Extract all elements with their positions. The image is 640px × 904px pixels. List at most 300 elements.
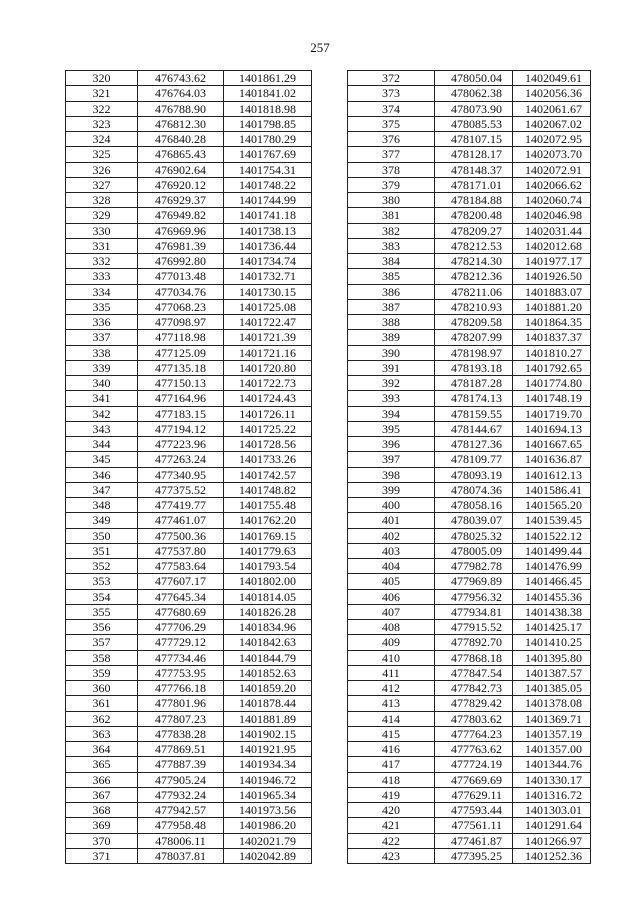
easting-cell: 477561.11 [435, 818, 513, 833]
point-number-cell: 423 [348, 848, 435, 863]
northing-cell: 1401826.28 [224, 604, 312, 619]
table-row [348, 254, 591, 269]
point-number-cell: 332 [66, 254, 138, 269]
table-row [348, 330, 591, 345]
table-row [348, 147, 591, 162]
easting-cell: 478109.77 [435, 452, 513, 467]
point-number-cell: 416 [348, 742, 435, 757]
table-row [66, 71, 312, 86]
table-row [66, 711, 312, 726]
table-row [348, 650, 591, 665]
easting-cell: 477013.48 [138, 269, 224, 284]
point-number-cell: 367 [66, 787, 138, 802]
point-number-cell: 351 [66, 543, 138, 558]
easting-cell: 477118.98 [138, 330, 224, 345]
northing-cell: 1401539.45 [513, 513, 591, 528]
easting-cell: 476865.43 [138, 147, 224, 162]
point-number-cell: 420 [348, 803, 435, 818]
table-row [66, 193, 312, 208]
easting-cell: 477842.73 [435, 681, 513, 696]
table-row [348, 726, 591, 741]
point-number-cell: 349 [66, 513, 138, 528]
table-row [66, 116, 312, 131]
table-row [66, 574, 312, 589]
northing-cell: 1401357.19 [513, 726, 591, 741]
table-row [66, 757, 312, 772]
northing-cell: 1401755.48 [224, 498, 312, 513]
point-number-cell: 347 [66, 482, 138, 497]
table-row [66, 467, 312, 482]
table-row [66, 208, 312, 223]
table-row [66, 406, 312, 421]
point-number-cell: 330 [66, 223, 138, 238]
easting-cell: 477801.96 [138, 696, 224, 711]
northing-cell: 1401722.47 [224, 315, 312, 330]
point-number-cell: 346 [66, 467, 138, 482]
easting-cell: 477934.81 [435, 604, 513, 619]
point-number-cell: 328 [66, 193, 138, 208]
northing-cell: 1401612.13 [513, 467, 591, 482]
point-number-cell: 355 [66, 604, 138, 619]
easting-cell: 477183.15 [138, 406, 224, 421]
point-number-cell: 340 [66, 376, 138, 391]
point-number-cell: 361 [66, 696, 138, 711]
easting-cell: 477807.23 [138, 711, 224, 726]
point-number-cell: 327 [66, 177, 138, 192]
easting-cell: 477375.52 [138, 482, 224, 497]
easting-cell: 477068.23 [138, 299, 224, 314]
northing-cell: 1401878.44 [224, 696, 312, 711]
easting-cell: 477905.24 [138, 772, 224, 787]
table-row [66, 681, 312, 696]
northing-cell: 1401722.73 [224, 376, 312, 391]
point-number-cell: 326 [66, 162, 138, 177]
easting-cell: 477829.42 [435, 696, 513, 711]
point-number-cell: 320 [66, 71, 138, 86]
easting-cell: 477500.36 [138, 528, 224, 543]
point-number-cell: 379 [348, 177, 435, 192]
easting-cell: 477868.18 [435, 650, 513, 665]
table-row [348, 406, 591, 421]
point-number-cell: 343 [66, 421, 138, 436]
page-number: 257 [310, 40, 330, 55]
easting-cell: 477223.96 [138, 437, 224, 452]
point-number-cell: 335 [66, 299, 138, 314]
point-number-cell: 390 [348, 345, 435, 360]
point-number-cell: 398 [348, 467, 435, 482]
easting-cell: 476840.28 [138, 132, 224, 147]
northing-cell: 1402012.68 [513, 238, 591, 253]
easting-cell: 478200.48 [435, 208, 513, 223]
point-number-cell: 393 [348, 391, 435, 406]
northing-cell: 1401425.17 [513, 620, 591, 635]
point-number-cell: 364 [66, 742, 138, 757]
point-number-cell: 407 [348, 604, 435, 619]
northing-cell: 1401725.22 [224, 421, 312, 436]
easting-cell: 478171.01 [435, 177, 513, 192]
easting-cell: 477164.96 [138, 391, 224, 406]
easting-cell: 478159.55 [435, 406, 513, 421]
easting-cell: 477869.51 [138, 742, 224, 757]
table-row [66, 147, 312, 162]
easting-cell: 478209.27 [435, 223, 513, 238]
table-row [348, 208, 591, 223]
table-row [348, 482, 591, 497]
northing-cell: 1401852.63 [224, 665, 312, 680]
northing-cell: 1401330.17 [513, 772, 591, 787]
easting-cell: 477766.18 [138, 681, 224, 696]
point-number-cell: 357 [66, 635, 138, 650]
table-row [348, 772, 591, 787]
easting-cell: 477194.12 [138, 421, 224, 436]
table-row [66, 376, 312, 391]
table-row [66, 299, 312, 314]
easting-cell: 477969.89 [435, 574, 513, 589]
point-number-cell: 341 [66, 391, 138, 406]
point-number-cell: 388 [348, 315, 435, 330]
northing-cell: 1401410.25 [513, 635, 591, 650]
point-number-cell: 377 [348, 147, 435, 162]
easting-cell: 478207.99 [435, 330, 513, 345]
easting-cell: 478209.58 [435, 315, 513, 330]
northing-cell: 1402067.02 [513, 116, 591, 131]
table-row [348, 604, 591, 619]
easting-cell: 477838.28 [138, 726, 224, 741]
easting-cell: 478193.18 [435, 360, 513, 375]
point-number-cell: 369 [66, 818, 138, 833]
point-number-cell: 338 [66, 345, 138, 360]
easting-cell: 478093.19 [435, 467, 513, 482]
point-number-cell: 375 [348, 116, 435, 131]
point-number-cell: 386 [348, 284, 435, 299]
point-number-cell: 383 [348, 238, 435, 253]
northing-cell: 1401881.20 [513, 299, 591, 314]
table-row [348, 132, 591, 147]
easting-cell: 477150.13 [138, 376, 224, 391]
northing-cell: 1401344.76 [513, 757, 591, 772]
northing-cell: 1401725.08 [224, 299, 312, 314]
easting-cell: 477753.95 [138, 665, 224, 680]
northing-cell: 1401586.41 [513, 482, 591, 497]
table-row [66, 345, 312, 360]
point-number-cell: 323 [66, 116, 138, 131]
easting-cell: 478058.16 [435, 498, 513, 513]
point-number-cell: 336 [66, 315, 138, 330]
table-row [66, 528, 312, 543]
table-row [348, 391, 591, 406]
easting-cell: 476812.30 [138, 116, 224, 131]
northing-cell: 1401921.95 [224, 742, 312, 757]
table-row [66, 482, 312, 497]
table-row [66, 284, 312, 299]
point-number-cell: 356 [66, 620, 138, 635]
table-row [348, 620, 591, 635]
easting-cell: 478187.28 [435, 376, 513, 391]
easting-cell: 477958.48 [138, 818, 224, 833]
easting-cell: 477593.44 [435, 803, 513, 818]
northing-cell: 1401721.16 [224, 345, 312, 360]
table-row [66, 86, 312, 101]
table-row [66, 803, 312, 818]
table-row [66, 635, 312, 650]
easting-cell: 478062.38 [435, 86, 513, 101]
point-number-cell: 399 [348, 482, 435, 497]
table-row [66, 254, 312, 269]
table-row [348, 437, 591, 452]
point-number-cell: 419 [348, 787, 435, 802]
easting-cell: 477847.54 [435, 665, 513, 680]
table-row [348, 101, 591, 116]
point-number-cell: 333 [66, 269, 138, 284]
northing-cell: 1401726.11 [224, 406, 312, 421]
northing-cell: 1401986.20 [224, 818, 312, 833]
northing-cell: 1401844.79 [224, 650, 312, 665]
easting-cell: 477645.34 [138, 589, 224, 604]
point-number-cell: 380 [348, 193, 435, 208]
easting-cell: 477098.97 [138, 315, 224, 330]
northing-cell: 1401732.71 [224, 269, 312, 284]
table-row [348, 574, 591, 589]
northing-cell: 1401798.85 [224, 116, 312, 131]
northing-cell: 1401636.87 [513, 452, 591, 467]
northing-cell: 1401466.45 [513, 574, 591, 589]
table-row [66, 315, 312, 330]
point-number-cell: 395 [348, 421, 435, 436]
easting-cell: 478025.32 [435, 528, 513, 543]
northing-cell: 1401762.20 [224, 513, 312, 528]
easting-cell: 478212.53 [435, 238, 513, 253]
table-row [348, 299, 591, 314]
easting-cell: 477461.07 [138, 513, 224, 528]
point-number-cell: 325 [66, 147, 138, 162]
point-number-cell: 394 [348, 406, 435, 421]
table-row [348, 452, 591, 467]
easting-cell: 477892.70 [435, 635, 513, 650]
table-row [348, 86, 591, 101]
table-row [348, 193, 591, 208]
easting-cell: 478037.81 [138, 848, 224, 863]
northing-cell: 1401741.18 [224, 208, 312, 223]
table-row [348, 345, 591, 360]
point-number-cell: 348 [66, 498, 138, 513]
easting-cell: 477734.46 [138, 650, 224, 665]
easting-cell: 477729.12 [138, 635, 224, 650]
easting-cell: 477395.25 [435, 848, 513, 863]
easting-cell: 477706.29 [138, 620, 224, 635]
table-row [348, 116, 591, 131]
point-number-cell: 384 [348, 254, 435, 269]
northing-cell: 1402066.62 [513, 177, 591, 192]
point-number-cell: 400 [348, 498, 435, 513]
northing-cell: 1401864.35 [513, 315, 591, 330]
point-number-cell: 415 [348, 726, 435, 741]
northing-cell: 1401926.50 [513, 269, 591, 284]
table-row [348, 848, 591, 863]
table-row [348, 71, 591, 86]
northing-cell: 1401455.36 [513, 589, 591, 604]
northing-cell: 1401793.54 [224, 559, 312, 574]
northing-cell: 1401754.31 [224, 162, 312, 177]
point-number-cell: 412 [348, 681, 435, 696]
table-row [348, 665, 591, 680]
easting-cell: 477263.24 [138, 452, 224, 467]
table-row [66, 589, 312, 604]
easting-cell: 478198.97 [435, 345, 513, 360]
point-number-cell: 329 [66, 208, 138, 223]
point-number-cell: 373 [348, 86, 435, 101]
northing-cell: 1401841.02 [224, 86, 312, 101]
northing-cell: 1401881.89 [224, 711, 312, 726]
point-number-cell: 378 [348, 162, 435, 177]
table-row [66, 833, 312, 848]
point-number-cell: 408 [348, 620, 435, 635]
northing-cell: 1401724.43 [224, 391, 312, 406]
point-number-cell: 392 [348, 376, 435, 391]
northing-cell: 1401792.65 [513, 360, 591, 375]
northing-cell: 1401357.00 [513, 742, 591, 757]
northing-cell: 1402042.89 [224, 848, 312, 863]
table-row [66, 848, 312, 863]
easting-cell: 478212.36 [435, 269, 513, 284]
table-row [66, 391, 312, 406]
northing-cell: 1402072.95 [513, 132, 591, 147]
northing-cell: 1401316.72 [513, 787, 591, 802]
point-number-cell: 422 [348, 833, 435, 848]
point-number-cell: 381 [348, 208, 435, 223]
table-row [348, 376, 591, 391]
easting-cell: 477419.77 [138, 498, 224, 513]
point-number-cell: 413 [348, 696, 435, 711]
northing-cell: 1401736.44 [224, 238, 312, 253]
table-row [348, 803, 591, 818]
easting-cell: 478211.06 [435, 284, 513, 299]
easting-cell: 478073.90 [435, 101, 513, 116]
point-number-cell: 362 [66, 711, 138, 726]
table-row [66, 559, 312, 574]
table-row [66, 742, 312, 757]
point-number-cell: 401 [348, 513, 435, 528]
point-number-cell: 410 [348, 650, 435, 665]
northing-cell: 1401818.98 [224, 101, 312, 116]
table-row [66, 772, 312, 787]
table-row [348, 315, 591, 330]
easting-cell: 478210.93 [435, 299, 513, 314]
easting-cell: 476981.39 [138, 238, 224, 253]
northing-cell: 1402073.70 [513, 147, 591, 162]
table-row [348, 757, 591, 772]
table-row [348, 513, 591, 528]
point-number-cell: 337 [66, 330, 138, 345]
table-row [66, 818, 312, 833]
northing-cell: 1401767.69 [224, 147, 312, 162]
easting-cell: 477763.62 [435, 742, 513, 757]
northing-cell: 1401667.65 [513, 437, 591, 452]
northing-cell: 1402021.79 [224, 833, 312, 848]
table-row [66, 132, 312, 147]
table-row [66, 177, 312, 192]
point-number-cell: 331 [66, 238, 138, 253]
easting-cell: 478214.30 [435, 254, 513, 269]
northing-cell: 1401385.05 [513, 681, 591, 696]
easting-cell: 478039.07 [435, 513, 513, 528]
northing-cell: 1402072.91 [513, 162, 591, 177]
northing-cell: 1401883.07 [513, 284, 591, 299]
northing-cell: 1401252.36 [513, 848, 591, 863]
easting-cell: 476788.90 [138, 101, 224, 116]
easting-cell: 477461.87 [435, 833, 513, 848]
table-row [348, 498, 591, 513]
northing-cell: 1401742.57 [224, 467, 312, 482]
easting-cell: 478074.36 [435, 482, 513, 497]
northing-cell: 1401946.72 [224, 772, 312, 787]
northing-cell: 1401734.74 [224, 254, 312, 269]
table-row [66, 604, 312, 619]
table-row [348, 421, 591, 436]
point-number-cell: 352 [66, 559, 138, 574]
point-number-cell: 385 [348, 269, 435, 284]
easting-cell: 477724.19 [435, 757, 513, 772]
table-row [66, 421, 312, 436]
northing-cell: 1401266.97 [513, 833, 591, 848]
northing-cell: 1401291.64 [513, 818, 591, 833]
point-number-cell: 334 [66, 284, 138, 299]
point-number-cell: 409 [348, 635, 435, 650]
northing-cell: 1401721.39 [224, 330, 312, 345]
point-number-cell: 365 [66, 757, 138, 772]
easting-cell: 477803.62 [435, 711, 513, 726]
point-number-cell: 374 [348, 101, 435, 116]
easting-cell: 478144.67 [435, 421, 513, 436]
easting-cell: 477956.32 [435, 589, 513, 604]
easting-cell: 476929.37 [138, 193, 224, 208]
point-number-cell: 359 [66, 665, 138, 680]
easting-cell: 478005.09 [435, 543, 513, 558]
point-number-cell: 414 [348, 711, 435, 726]
point-number-cell: 366 [66, 772, 138, 787]
northing-cell: 1401499.44 [513, 543, 591, 558]
easting-cell: 477125.09 [138, 345, 224, 360]
northing-cell: 1401769.15 [224, 528, 312, 543]
easting-cell: 477340.95 [138, 467, 224, 482]
easting-cell: 477629.11 [435, 787, 513, 802]
point-number-cell: 411 [348, 665, 435, 680]
easting-cell: 477887.39 [138, 757, 224, 772]
point-number-cell: 354 [66, 589, 138, 604]
table-row [348, 742, 591, 757]
point-number-cell: 350 [66, 528, 138, 543]
point-number-cell: 360 [66, 681, 138, 696]
easting-cell: 477034.76 [138, 284, 224, 299]
easting-cell: 476743.62 [138, 71, 224, 86]
point-number-cell: 353 [66, 574, 138, 589]
northing-cell: 1401859.20 [224, 681, 312, 696]
table-row [66, 452, 312, 467]
point-number-cell: 321 [66, 86, 138, 101]
northing-cell: 1402060.74 [513, 193, 591, 208]
table-row [348, 787, 591, 802]
point-number-cell: 417 [348, 757, 435, 772]
easting-cell: 476969.96 [138, 223, 224, 238]
easting-cell: 477607.17 [138, 574, 224, 589]
table-row [66, 223, 312, 238]
northing-cell: 1401744.99 [224, 193, 312, 208]
table-row [66, 330, 312, 345]
table-row [66, 513, 312, 528]
table-row [66, 162, 312, 177]
northing-cell: 1402056.36 [513, 86, 591, 101]
point-number-cell: 344 [66, 437, 138, 452]
northing-cell: 1401730.15 [224, 284, 312, 299]
